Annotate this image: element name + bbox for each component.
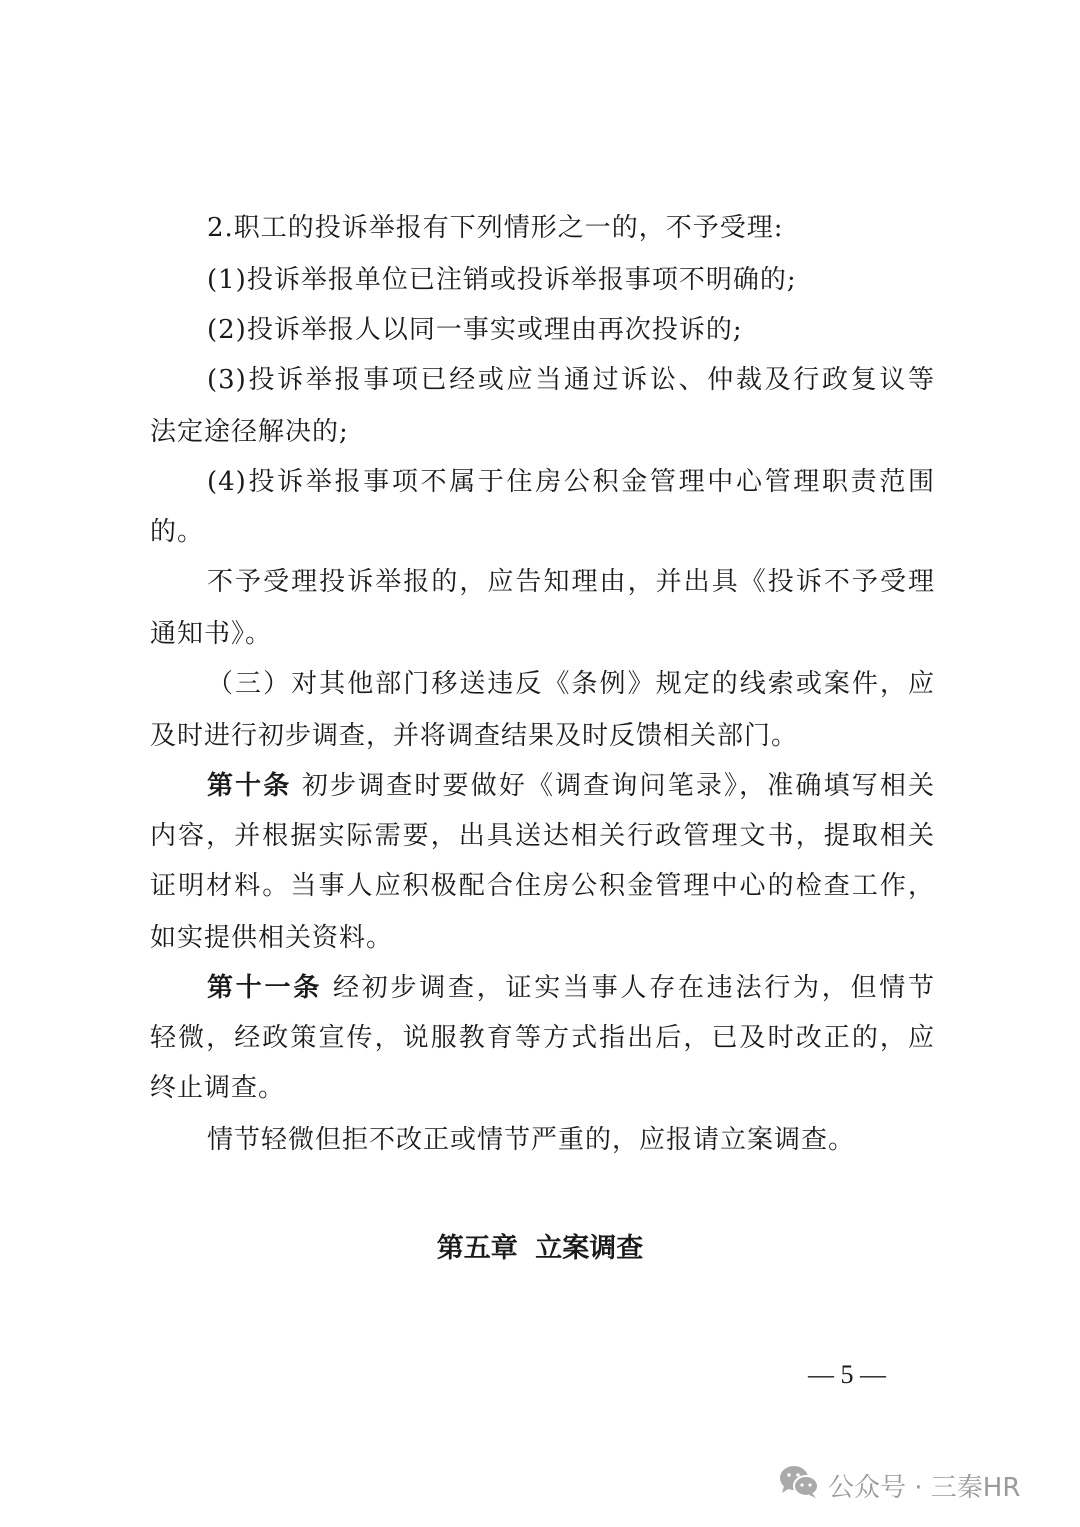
paragraph-line: （三）对其他部门移送违反《条例》规定的线索或案件，应 xyxy=(207,669,935,699)
paragraph-line: 不予受理投诉举报的，应告知理由，并出具《投诉不予受理 xyxy=(207,567,935,597)
paragraph-line: (3)投诉举报事项已经或应当通过诉讼、仲裁及行政复议等 xyxy=(207,365,935,395)
article-10-line xyxy=(207,769,935,803)
paragraph-line: 如实提供相关资料。 xyxy=(150,923,394,953)
paragraph-line: 的。 xyxy=(150,517,205,547)
paragraph-line: 终止调查。 xyxy=(150,1073,286,1103)
paragraph-line: 情节轻微但拒不改正或情节严重的，应报请立案调查。 xyxy=(207,1125,856,1155)
article-number: 第十一条 xyxy=(207,973,322,1003)
article-11-line xyxy=(207,971,935,1005)
chapter-heading: 第五章 立案调查 xyxy=(436,1233,644,1264)
paragraph-line: 证明材料。当事人应积极配合住房公积金管理中心的检查工作， xyxy=(150,871,935,901)
article-number: 第十条 xyxy=(207,771,292,801)
watermark-text: 公众号 · 三秦HR xyxy=(828,1473,1021,1503)
paragraph-line: 及时进行初步调查，并将调查结果及时反馈相关部门。 xyxy=(150,721,799,751)
paragraph-line: (4)投诉举报事项不属于住房公积金管理中心管理职责范围 xyxy=(207,467,935,497)
paragraph-line: 2.职工的投诉举报有下列情形之一的，不予受理: xyxy=(207,213,784,243)
paragraph-line: 轻微，经政策宣传，说服教育等方式指出后，已及时改正的，应 xyxy=(150,1023,935,1053)
wechat-icon xyxy=(778,1464,820,1507)
watermark xyxy=(778,1464,1020,1507)
page-number: — 5 — xyxy=(808,1360,886,1389)
paragraph-line: 通知书》。 xyxy=(150,619,273,649)
paragraph-line: (2)投诉举报人以同一事实或理由再次投诉的; xyxy=(207,315,743,345)
paragraph-line: 法定途径解决的; xyxy=(150,417,349,447)
paragraph-line: 内容，并根据实际需要，出具送达相关行政管理文书，提取相关 xyxy=(150,821,935,851)
paragraph-line: (1)投诉举报单位已注销或投诉举报事项不明确的; xyxy=(207,265,797,295)
article-text: 经初步调查，证实当事人存在违法行为，但情节 xyxy=(322,973,935,1003)
article-text: 初步调查时要做好《调查询问笔录》，准确填写相关 xyxy=(291,771,935,801)
